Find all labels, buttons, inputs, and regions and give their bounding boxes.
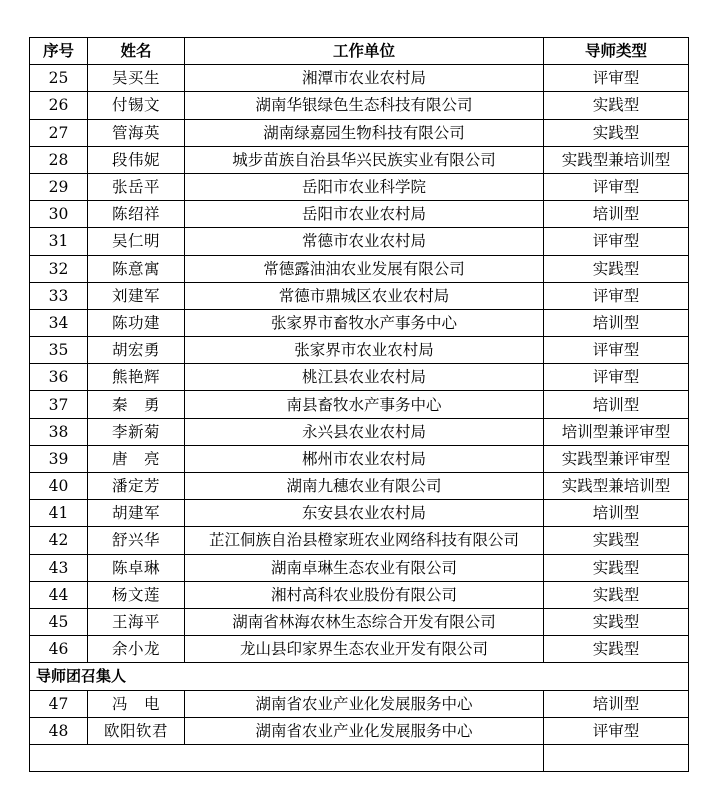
cell-type: 实践型: [544, 255, 689, 282]
cell-no: 27: [30, 119, 88, 146]
cell-type: 评审型: [544, 364, 689, 391]
cell-org: 南县畜牧水产事务中心: [185, 391, 544, 418]
cell-org: 桃江县农业农村局: [185, 364, 544, 391]
cell-org: 湖南华银绿色生态科技有限公司: [185, 92, 544, 119]
cell-no: 32: [30, 255, 88, 282]
cell-type: 实践型: [544, 92, 689, 119]
cell-type: 实践型兼培训型: [544, 146, 689, 173]
cell-no: 47: [30, 690, 88, 717]
table-row: [30, 173, 689, 200]
cell-no: 36: [30, 364, 88, 391]
cell-type: 实践型兼评审型: [544, 445, 689, 472]
cell-no: 38: [30, 418, 88, 445]
cell-name: 杨文莲: [88, 581, 185, 608]
header-type: 导师类型: [544, 38, 689, 65]
cell-name: 余小龙: [88, 636, 185, 663]
table-row: [30, 65, 689, 92]
table-row: [30, 581, 689, 608]
table-row: [30, 418, 689, 445]
cell-name: 陈卓琳: [88, 554, 185, 581]
cell-name: 欧阳钦君: [88, 717, 185, 744]
cell-name: 陈绍祥: [88, 201, 185, 228]
cell-name: 李新菊: [88, 418, 185, 445]
cell-no: 46: [30, 636, 88, 663]
table-row: [30, 391, 689, 418]
table-row: [30, 636, 689, 663]
cell-name: 管海英: [88, 119, 185, 146]
table-row: [30, 527, 689, 554]
table-row: [30, 337, 689, 364]
cell-org: 湘村高科农业股份有限公司: [185, 581, 544, 608]
cell-type: 培训型: [544, 201, 689, 228]
cell-type: 实践型: [544, 554, 689, 581]
cell-type: 实践型: [544, 581, 689, 608]
table-row: [30, 717, 689, 744]
cell-name: 胡宏勇: [88, 337, 185, 364]
cell-no: 40: [30, 473, 88, 500]
cell-name: 胡建军: [88, 500, 185, 527]
table-row: [30, 255, 689, 282]
cell-name: 刘建军: [88, 282, 185, 309]
table-row: [30, 119, 689, 146]
cell-type: 培训型: [544, 309, 689, 336]
table-row: [30, 473, 689, 500]
cell-name: 吴买生: [88, 65, 185, 92]
cell-no: 34: [30, 309, 88, 336]
table-row: [30, 92, 689, 119]
cell-no: 29: [30, 173, 88, 200]
cell-no: 26: [30, 92, 88, 119]
cell-name: 段伟妮: [88, 146, 185, 173]
cell-type: 评审型: [544, 228, 689, 255]
cell-org: 常德露油油农业发展有限公司: [185, 255, 544, 282]
cell-org: 湖南卓琳生态农业有限公司: [185, 554, 544, 581]
blank-cell: [30, 744, 544, 771]
header-org: 工作单位: [185, 38, 544, 65]
cell-org: 湖南九穗农业有限公司: [185, 473, 544, 500]
cell-no: 44: [30, 581, 88, 608]
cell-type: 培训型: [544, 500, 689, 527]
cell-no: 39: [30, 445, 88, 472]
blank-row: [30, 744, 689, 771]
cell-name: 熊艳辉: [88, 364, 185, 391]
table-row: [30, 146, 689, 173]
cell-org: 常德市农业农村局: [185, 228, 544, 255]
cell-type: 评审型: [544, 173, 689, 200]
table-row: [30, 309, 689, 336]
cell-name: 王海平: [88, 608, 185, 635]
cell-no: 48: [30, 717, 88, 744]
table-row: [30, 500, 689, 527]
cell-org: 湘潭市农业农村局: [185, 65, 544, 92]
cell-no: 25: [30, 65, 88, 92]
cell-org: 湖南省农业产业化发展服务中心: [185, 717, 544, 744]
cell-org: 湖南绿嘉园生物科技有限公司: [185, 119, 544, 146]
cell-name: 付锡文: [88, 92, 185, 119]
cell-name: 舒兴华: [88, 527, 185, 554]
cell-type: 培训型兼评审型: [544, 418, 689, 445]
cell-type: 实践型: [544, 527, 689, 554]
cell-name: 陈意寓: [88, 255, 185, 282]
cell-type: 实践型: [544, 636, 689, 663]
header-no: 序号: [30, 38, 88, 65]
blank-cell: [544, 744, 689, 771]
cell-org: 岳阳市农业农村局: [185, 201, 544, 228]
section-body: [30, 690, 689, 744]
table-row: [30, 608, 689, 635]
header-name: 姓名: [88, 38, 185, 65]
section-row: [30, 663, 689, 690]
cell-org: 龙山县印家界生态农业开发有限公司: [185, 636, 544, 663]
cell-no: 33: [30, 282, 88, 309]
cell-org: 永兴县农业农村局: [185, 418, 544, 445]
cell-no: 31: [30, 228, 88, 255]
table-row: [30, 690, 689, 717]
mentor-roster-table: [29, 37, 689, 772]
cell-org: 张家界市畜牧水产事务中心: [185, 309, 544, 336]
cell-org: 常德市鼎城区农业农村局: [185, 282, 544, 309]
cell-type: 培训型: [544, 391, 689, 418]
cell-org: 湖南省农业产业化发展服务中心: [185, 690, 544, 717]
cell-name: 陈功建: [88, 309, 185, 336]
cell-type: 培训型: [544, 690, 689, 717]
table-row: [30, 228, 689, 255]
cell-org: 张家界市农业农村局: [185, 337, 544, 364]
cell-type: 评审型: [544, 337, 689, 364]
header-row: [30, 38, 689, 65]
cell-type: 实践型: [544, 119, 689, 146]
section-group: [30, 663, 689, 690]
cell-type: 评审型: [544, 282, 689, 309]
cell-name: 张岳平: [88, 173, 185, 200]
cell-org: 芷江侗族自治县橙家班农业网络科技有限公司: [185, 527, 544, 554]
cell-no: 30: [30, 201, 88, 228]
cell-org: 岳阳市农业科学院: [185, 173, 544, 200]
cell-no: 37: [30, 391, 88, 418]
cell-org: 郴州市农业农村局: [185, 445, 544, 472]
table-row: [30, 554, 689, 581]
table-row: [30, 364, 689, 391]
cell-type: 实践型兼培训型: [544, 473, 689, 500]
cell-org: 东安县农业农村局: [185, 500, 544, 527]
cell-no: 43: [30, 554, 88, 581]
cell-type: 评审型: [544, 717, 689, 744]
cell-no: 42: [30, 527, 88, 554]
cell-no: 41: [30, 500, 88, 527]
cell-org: 湖南省林海农林生态综合开发有限公司: [185, 608, 544, 635]
cell-name: 吴仁明: [88, 228, 185, 255]
cell-type: 实践型: [544, 608, 689, 635]
cell-type: 评审型: [544, 65, 689, 92]
table-body: [30, 65, 689, 663]
cell-no: 45: [30, 608, 88, 635]
cell-org: 城步苗族自治县华兴民族实业有限公司: [185, 146, 544, 173]
table-row: [30, 282, 689, 309]
cell-name: 冯 电: [88, 690, 185, 717]
table-row: [30, 201, 689, 228]
cell-no: 35: [30, 337, 88, 364]
section-title: 导师团召集人: [30, 663, 689, 690]
cell-no: 28: [30, 146, 88, 173]
cell-name: 潘定芳: [88, 473, 185, 500]
table-row: [30, 445, 689, 472]
cell-name: 唐 亮: [88, 445, 185, 472]
cell-name: 秦 勇: [88, 391, 185, 418]
